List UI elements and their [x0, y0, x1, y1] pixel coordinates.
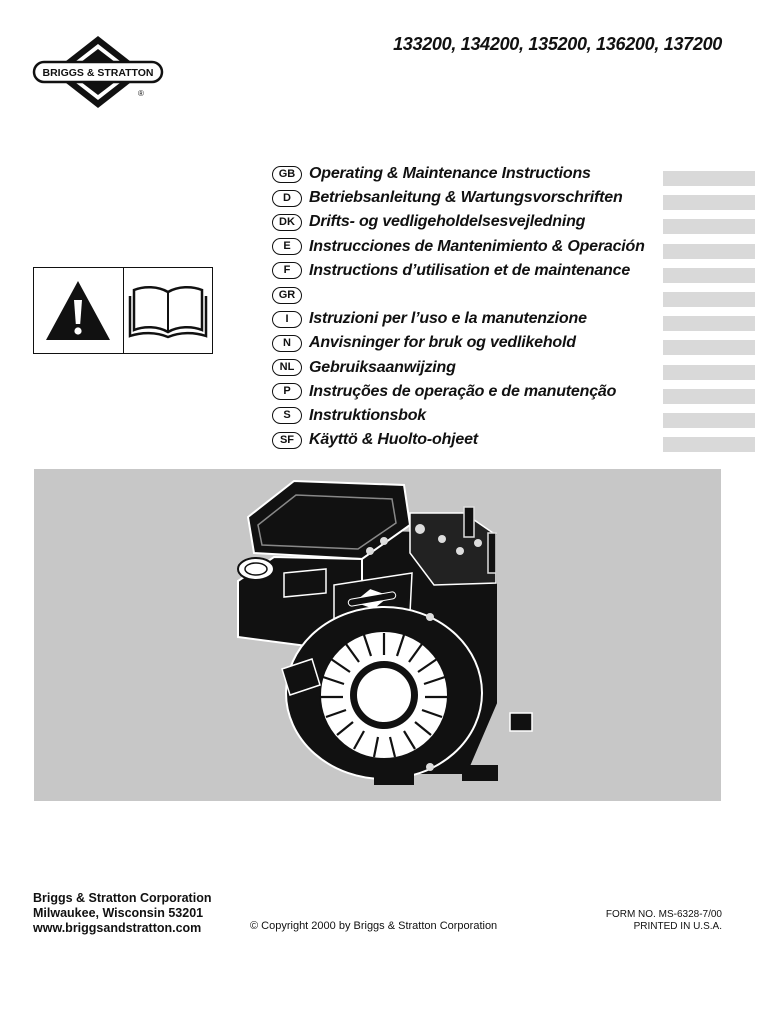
safety-symbols-box	[33, 267, 213, 354]
language-row	[272, 259, 682, 283]
language-code-badge: N	[272, 335, 302, 352]
language-title: Gebruiksaanwijzing	[309, 358, 456, 376]
language-row	[272, 283, 682, 307]
model-numbers: 133200, 134200, 135200, 136200, 137200	[393, 34, 722, 54]
briggs-stratton-logo	[30, 34, 166, 110]
printed-location: PRINTED IN U.S.A.	[633, 921, 722, 932]
language-code-badge: DK	[272, 214, 302, 231]
language-row	[272, 235, 682, 259]
section-tab	[663, 244, 755, 259]
language-title: Instrucciones de Mantenimiento & Operación	[309, 237, 645, 255]
company-city: Milwaukee, Wisconsin 53201	[33, 906, 204, 920]
language-row	[272, 428, 682, 452]
language-title: Betriebsanleitung & Wartungsvorschriften	[309, 189, 623, 207]
open-manual-icon	[128, 282, 208, 340]
language-code-badge: GR	[272, 287, 302, 304]
language-code-badge: GB	[272, 166, 302, 183]
language-title: Operating & Maintenance Instructions	[309, 165, 591, 183]
section-tab	[663, 437, 755, 452]
language-code-badge: E	[272, 238, 302, 255]
language-code-badge: I	[272, 311, 302, 328]
company-name: Briggs & Stratton Corporation	[33, 891, 212, 905]
language-title: Käyttö & Huolto-ohjeet	[309, 431, 478, 449]
language-title: Instructions d’utilisation et de maintenance	[309, 261, 631, 279]
warning-cell	[34, 268, 123, 353]
language-list	[272, 162, 682, 452]
language-code-badge: F	[272, 262, 302, 279]
section-tab	[663, 219, 755, 234]
section-tab	[663, 389, 755, 404]
language-title: Istruzioni per l’uso e la manutenzione	[309, 310, 587, 328]
language-title: Instruções de operação e de manutenção	[309, 382, 617, 400]
section-tab	[663, 195, 755, 210]
engine-illustration	[234, 473, 554, 795]
warning-triangle-icon	[43, 278, 113, 344]
language-code-badge: D	[272, 190, 302, 207]
manual-cell	[123, 268, 213, 353]
language-row	[272, 210, 682, 234]
language-row	[272, 331, 682, 355]
section-tab	[663, 413, 755, 428]
language-code-badge: P	[272, 383, 302, 400]
language-row	[272, 186, 682, 210]
language-title: Anvisninger for bruk og vedlikehold	[309, 334, 576, 352]
language-title: Drifts- og vedligeholdelsesvejledning	[309, 213, 586, 231]
section-tabs	[663, 171, 755, 461]
language-row	[272, 162, 682, 186]
language-code-badge: SF	[272, 432, 302, 449]
registered-mark: ®	[138, 89, 144, 98]
language-row	[272, 380, 682, 404]
brand-name: BRIGGS & STRATTON	[42, 67, 154, 79]
form-number: FORM NO. MS-6328-7/00	[605, 909, 722, 920]
language-row	[272, 307, 682, 331]
language-code-badge: NL	[272, 359, 302, 376]
language-code-badge: S	[272, 407, 302, 424]
engine-illustration-panel	[34, 469, 721, 801]
company-address	[33, 891, 211, 936]
section-tab	[663, 292, 755, 307]
copyright-notice: © Copyright 2000 by Briggs & Stratton Corporation	[250, 920, 498, 932]
section-tab	[663, 171, 755, 186]
section-tab	[663, 365, 755, 380]
form-info	[606, 909, 722, 933]
section-tab	[663, 340, 755, 355]
language-row	[272, 356, 682, 380]
language-title: Instruktionsbok	[309, 406, 427, 424]
language-row	[272, 404, 682, 428]
section-tab	[663, 316, 755, 331]
company-website: www.briggsandstratton.com	[33, 921, 202, 935]
section-tab	[663, 268, 755, 283]
